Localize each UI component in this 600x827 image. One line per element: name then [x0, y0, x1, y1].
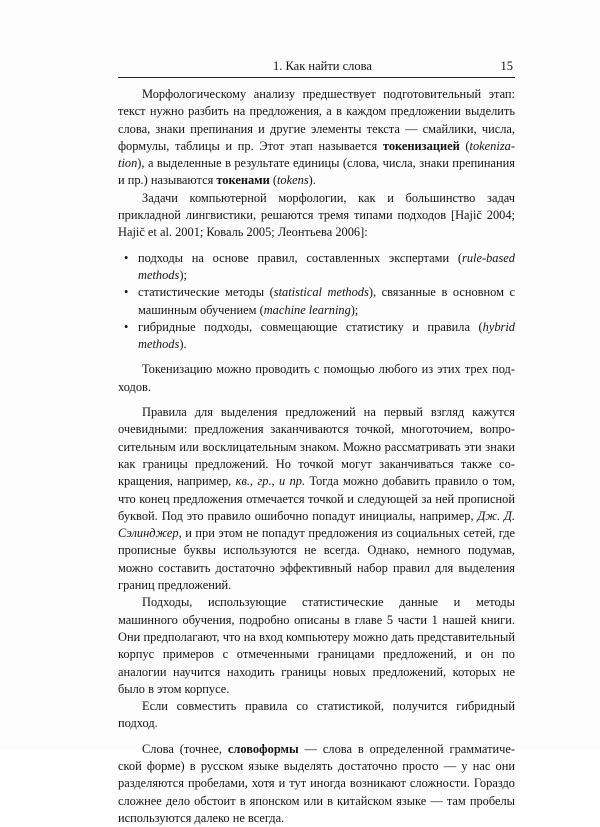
text-run: Морфологическому анализу предшествует подготовительный этап: текст нужно разбить на предложения, а в каждом предложении выделить слова, знаки препинания и другие элементы текста — смайлики, числа, формулы, таблицы и пр. Этот этап называется: [118, 87, 515, 153]
bold-term: токенами: [216, 173, 270, 188]
italic-term: machine learning: [263, 302, 351, 317]
text-run: гибридные подходы, совмещающие статистику и правила (: [138, 319, 483, 334]
paragraph: [118, 86, 515, 190]
page-body: [118, 86, 515, 827]
text-run: );: [179, 267, 187, 282]
paragraph: [118, 404, 515, 594]
italic-term: rule-based methods: [138, 250, 515, 282]
italic-term: tokens: [276, 173, 309, 188]
text-run: статистические методы (: [138, 285, 274, 300]
text-run: ), а выделенные в результате единицы (слова, числа, знаки препинания и пр.) называются: [118, 156, 515, 188]
italic-term: кв., гр., и пр.: [235, 474, 306, 489]
text-run: Подходы, использующие статистические данные и методы машинного обучения, подробно описаны в главе 5 части 1 нашей книги. Они предполагают, что на вход компьютеру можно дать представительный корпус примеров с отмеченными границами предложений, и он по аналогии научится находить границы новых предложений, которых не было в этом корпусе.: [118, 595, 515, 696]
page-number: 15: [500, 59, 513, 73]
paragraph: [118, 361, 515, 396]
text-run: Если совместить правила со статистикой, получится гибридный подход.: [118, 699, 515, 731]
paragraph: [118, 698, 515, 733]
text-run: (: [459, 138, 470, 153]
italic-term: hybrid methods: [138, 319, 515, 352]
paragraph: [118, 741, 515, 827]
text-run: и при этом не попадут предложения из социальных сетей, где прописные буквы используются не всегда. Однако, немного подумав, можно составить достаточно эффективный набор правил для выделения границ предложений.: [118, 526, 515, 593]
paragraph: [118, 190, 515, 242]
text-run: ), связанные в основном с машинным обучением (: [138, 285, 515, 317]
list-item: [118, 250, 515, 285]
list-item: [118, 284, 515, 319]
italic-term: Дж. Д. Сэлинджер,: [118, 508, 515, 541]
running-header: [118, 57, 515, 78]
list-item: [118, 319, 515, 354]
text-run: — слова в определенной грамматической форме) в русском языке выделять достаточно просто — у нас они разделяются пробелами, хотя и тут иногда возникают сложности. Гораздо сложнее дело обстоит в японском или в китайском языке — там пробелы используются далеко не всегда.: [118, 741, 515, 825]
text-run: Слова (точнее,: [142, 741, 228, 756]
approach-list: [118, 250, 515, 354]
text-run: ).: [179, 337, 187, 352]
italic-term: tokenization: [118, 138, 515, 171]
text-run: подходы на основе правил, составленных экспертами (: [138, 250, 462, 265]
italic-term: statistical methods: [273, 285, 369, 300]
text-run: ).: [308, 173, 316, 188]
text-run: (: [269, 173, 277, 188]
text-run: );: [350, 302, 359, 317]
text-run: Тогда можно добавить правило о том, что конец предложения отмечается точкой и следующей за ней прописной буквой. Под это правило ошибочно попадут инициалы, например,: [118, 474, 515, 523]
chapter-title: 1. Как найти слова: [273, 59, 372, 73]
text-run: Токенизацию можно проводить с помощью любого из этих трех подходов.: [118, 362, 515, 394]
bold-term: словоформы: [227, 741, 299, 756]
text-run: Правила для выделения предложений на первый взгляд кажутся очевидными: предложения заканчиваются точкой, многоточием, вопросительным или восклицательным знаком. Можно рассматривать эти знаки как границы предложений. Но точкой могут заканчиваться также сокращения, например,: [118, 405, 515, 489]
paragraph: [118, 594, 515, 698]
bold-term: токенизацией: [382, 138, 460, 153]
text-run: Задачи компьютерной морфологии, как и большинство задач прикладной лингвистики, решаются тремя типами подходов [Hajič 2004; Hajič et al. 2001; Коваль 2005; Леонтьева 2006]:: [118, 190, 515, 240]
